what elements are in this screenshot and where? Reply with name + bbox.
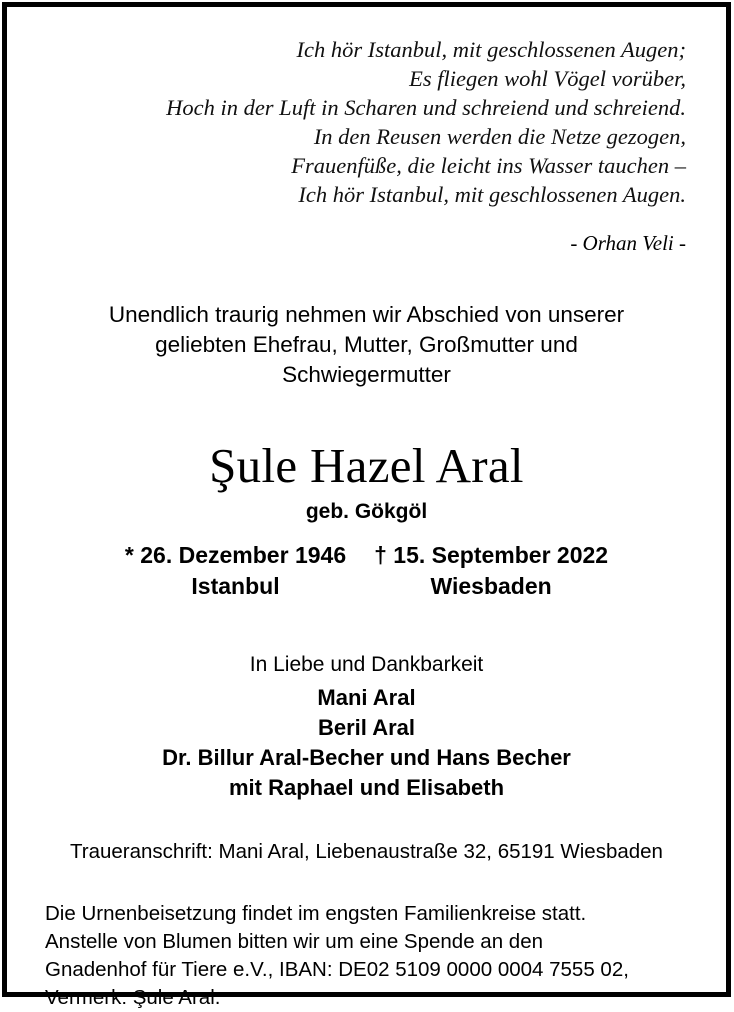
birth-place: Istanbul <box>191 573 280 599</box>
death-symbol-icon: † <box>374 542 387 568</box>
dedication-line: Unendlich traurig nehmen wir Abschied von unserer <box>108 302 625 327</box>
deceased-full-name: Şule Hazel Aral <box>209 438 524 493</box>
mourning-address: Traueranschrift: Mani Aral, Liebenaustraße 32, 65191 Wiesbaden <box>70 840 663 863</box>
birth-date-text: 26. Dezember 1946 <box>140 542 347 568</box>
poem-line: Hoch in der Luft in Scharen und schreiend und schreiend. <box>166 95 686 120</box>
survivor-name: mit Raphael und Elisabeth <box>228 775 505 800</box>
poem-line: Ich hör Istanbul, mit geschlossenen Augen; <box>296 37 686 62</box>
dedication-text <box>41 300 692 390</box>
survivors-block <box>41 650 692 803</box>
dedication-line: geliebten Ehefrau, Mutter, Großmutter und <box>155 332 578 357</box>
death-column <box>360 540 608 602</box>
birth-symbol-icon: * <box>124 542 134 568</box>
death-date-text: 15. September 2022 <box>393 542 609 568</box>
deceased-name-block <box>41 438 692 526</box>
poem-line: Es fliegen wohl Vögel vorüber, <box>409 66 686 91</box>
obituary-black-border-frame <box>2 2 731 1009</box>
birth-date <box>125 540 346 571</box>
closing-note-line: Anstelle von Blumen bitten wir um eine Spende an den <box>45 930 544 953</box>
survivor-name: Beril Aral <box>317 715 415 740</box>
closing-note-line: Vermerk: Şule Aral. <box>45 986 221 1009</box>
poem-quote <box>41 35 692 209</box>
survivor-name: Dr. Billur Aral-Becher und Hans Becher <box>162 745 571 770</box>
poem-attribution: - Orhan Veli - <box>570 231 686 255</box>
survivors-intro: In Liebe und Dankbarkeit <box>249 653 484 676</box>
death-place: Wiesbaden <box>430 573 552 599</box>
dedication-line: Schwiegermutter <box>282 362 451 387</box>
survivor-name: Mani Aral <box>317 685 416 710</box>
poem-line: Ich hör Istanbul, mit geschlossenen Augen. <box>298 182 686 207</box>
closing-note-line: Gnadenhof für Tiere e.V., IBAN: DE02 5109 0000 0004 7555 02, <box>45 958 629 981</box>
deceased-maiden-name: geb. Gökgöl <box>305 500 428 523</box>
birth-column <box>125 540 360 602</box>
closing-note <box>41 900 692 1012</box>
poem-line: Frauenfüße, die leicht ins Wasser tauchen – <box>291 153 686 178</box>
life-dates <box>41 540 692 602</box>
closing-note-line: Die Urnenbeisetzung findet im engsten Familienkreise statt. <box>45 902 587 925</box>
poem-line: In den Reusen werden die Netze gezogen, <box>313 124 686 149</box>
death-date <box>374 540 608 571</box>
